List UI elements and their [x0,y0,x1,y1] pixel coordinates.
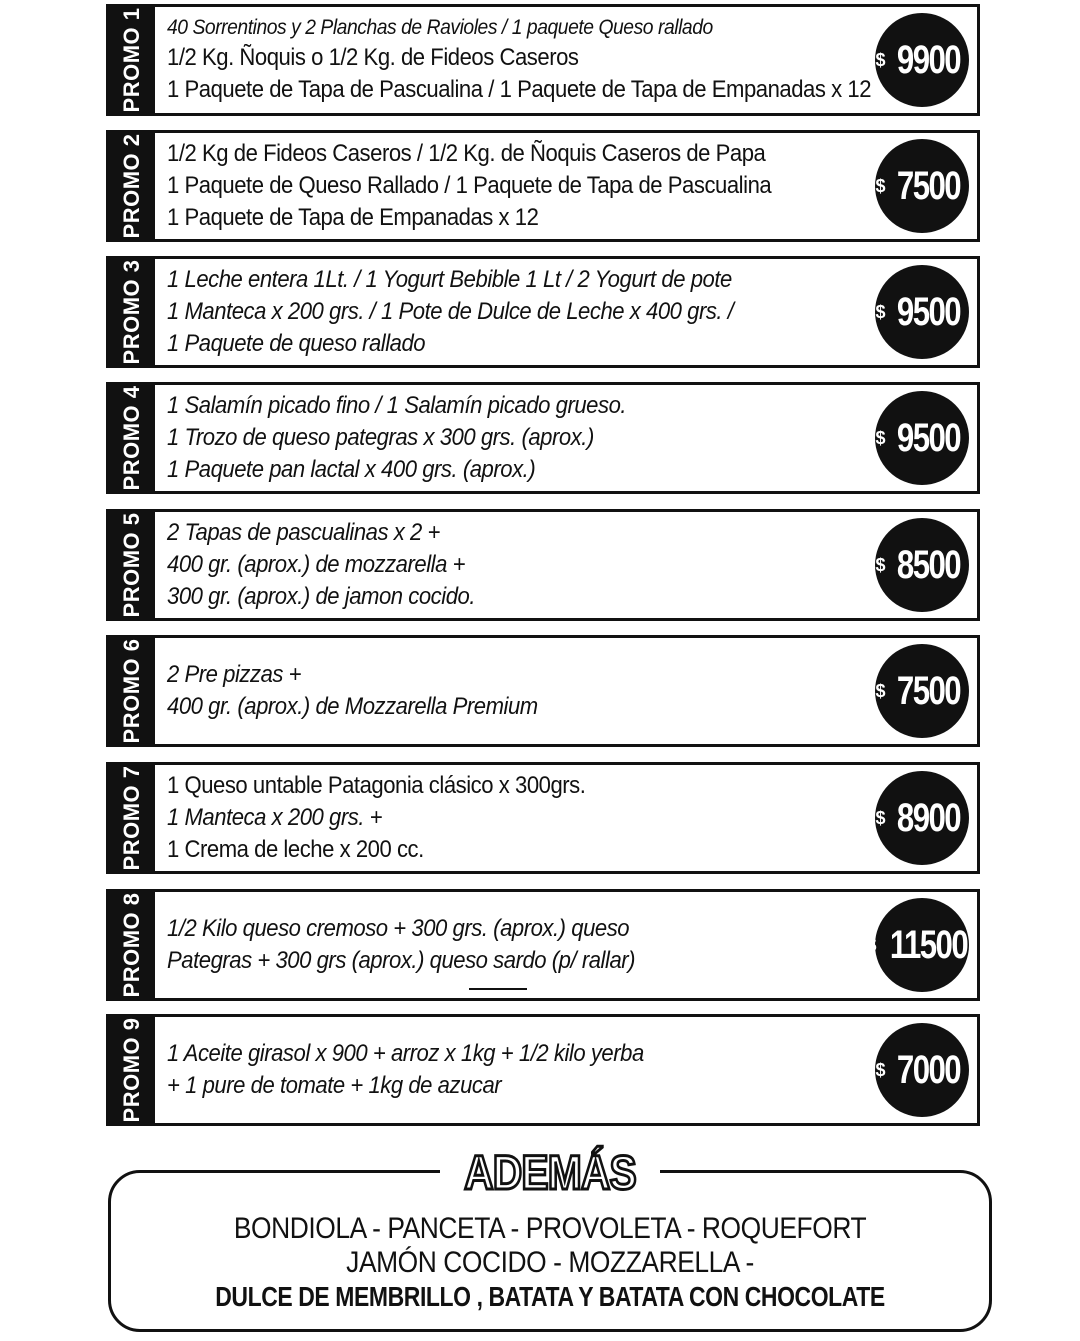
currency-symbol: $ [875,175,886,196]
ademas-line: BONDIOLA - PANCETA - PROVOLETA - ROQUEFORT [233,1212,867,1245]
promo-card-6 [106,635,980,747]
price-amount: 7500 [896,163,960,208]
promo-tab [109,512,155,618]
promo-line: 1 Salamín picado fino / 1 Salamín picado grueso. [167,392,627,419]
promo-label: PROMO 4 [119,385,144,491]
promo-line: 1 Paquete de Queso Rallado / 1 Paquete de Tapa de Pascualina [167,172,772,199]
promo-label: PROMO 8 [119,892,144,998]
promo-label: PROMO 2 [119,133,144,239]
promo-card-5 [106,509,980,621]
ademas-list [108,1212,992,1314]
promo-items [167,7,872,113]
promo-line: Pategras + 300 grs (aprox.) queso sardo (p/ rallar) [167,947,636,974]
currency-symbol: $ [875,427,886,448]
promo-line: 1 Paquete pan lactal x 400 grs. (aprox.) [167,456,536,483]
ademas-title [440,1148,660,1200]
promo-line: 1 Leche entera 1Lt. / 1 Yogurt Bebible 1 Lt / 2 Yogurt de pote [167,266,732,293]
price-amount: 8500 [896,542,960,587]
ademas-title-text: ADEMÁS [464,1147,636,1200]
promo-card-3 [106,256,980,368]
promo-card-4 [106,382,980,494]
price-amount: 8900 [896,795,960,840]
promo-line: 1/2 Kg. Ñoquis o 1/2 Kg. de Fideos Caseros [167,44,579,71]
promo-line: 300 gr. (aprox.) de jamon cocido. [167,583,476,610]
promo-card-2 [106,130,980,242]
currency-symbol: $ [875,680,886,701]
promo-line: 1 Queso untable Patagonia clásico x 300grs. [167,772,586,799]
promo-items [167,892,847,998]
promo-items [167,259,847,365]
promo-line: 1 Paquete de Tapa de Empanadas x 12 [167,204,539,231]
price-badge [875,644,969,738]
promo-line: 1 Crema de leche x 200 cc. [167,836,424,863]
price-badge [875,13,969,107]
currency-symbol: $ [866,934,877,955]
currency-symbol: $ [875,49,886,70]
promo-line: 40 Sorrentinos y 2 Planchas de Ravioles / 1 paquete Queso rallado [167,16,713,39]
currency-symbol: $ [875,807,886,828]
promo-label: PROMO 1 [119,7,144,113]
price-amount: 11500 [889,922,967,967]
promo-items [167,385,847,491]
price-badge [875,771,969,865]
promo-label: PROMO 7 [119,765,144,871]
promo-tab [109,892,155,998]
promo-line: 2 Pre pizzas + [167,661,302,688]
promo-line: + 1 pure de tomate + 1kg de azucar [167,1072,502,1099]
price-badge [866,898,969,992]
promo-items [167,512,847,618]
promo-label: PROMO 5 [119,512,144,618]
price-badge [875,139,969,233]
price-amount: 9900 [896,37,960,82]
promo-card-9 [106,1014,980,1126]
promo-tab [109,1017,155,1123]
promo-items [167,638,847,744]
price-badge [875,518,969,612]
promo-card-1 [106,4,980,116]
currency-symbol: $ [875,301,886,322]
promo-line: 400 gr. (aprox.) de mozzarella + [167,551,466,578]
promo-line: 1 Paquete de queso rallado [167,330,426,357]
currency-symbol: $ [875,554,886,575]
promo-tab [109,385,155,491]
price-badge [875,265,969,359]
promo-line: 400 gr. (aprox.) de Mozzarella Premium [167,693,538,720]
promo-tab [109,765,155,871]
price-amount: 9500 [896,415,960,460]
promo-label: PROMO 9 [119,1017,144,1123]
price-badge [875,391,969,485]
promo-tab [109,259,155,365]
promo-tab [109,7,155,113]
price-badge [875,1023,969,1117]
promo-card-8 [106,889,980,1001]
promo-tab [109,133,155,239]
promo-line: 1 Manteca x 200 grs. / 1 Pote de Dulce de Leche x 400 grs. / [167,298,734,325]
price-amount: 7000 [896,1047,960,1092]
currency-symbol: $ [875,1059,886,1080]
promo-items [167,1017,847,1123]
promo-items [167,133,847,239]
price-amount: 9500 [896,289,960,334]
ademas-line: JAMÓN COCIDO - MOZZARELLA - [346,1246,754,1279]
promo-card-7 [106,762,980,874]
promo-items [167,765,847,871]
promo-line: 1 Paquete de Tapa de Pascualina / 1 Paquete de Tapa de Empanadas x 12 [167,76,872,103]
divider [469,988,527,990]
promo-label: PROMO 3 [119,259,144,365]
promo-tab [109,638,155,744]
ademas-line: DULCE DE MEMBRILLO , BATATA Y BATATA CON CHOCOLATE [215,1281,885,1312]
promo-line: 2 Tapas de pascualinas x 2 + [167,519,440,546]
promo-line: 1/2 Kilo queso cremoso + 300 grs. (aprox.) queso [167,915,630,942]
promo-label: PROMO 6 [119,638,144,744]
promo-line: 1 Trozo de queso pategras x 300 grs. (aprox.) [167,424,594,451]
promo-line: 1 Manteca x 200 grs. + [167,804,383,831]
promo-line: 1/2 Kg de Fideos Caseros / 1/2 Kg. de Ñoquis Caseros de Papa [167,140,766,167]
price-amount: 7500 [896,668,960,713]
promo-line: 1 Aceite girasol x 900 + arroz x 1kg + 1/2 kilo yerba [167,1040,644,1067]
